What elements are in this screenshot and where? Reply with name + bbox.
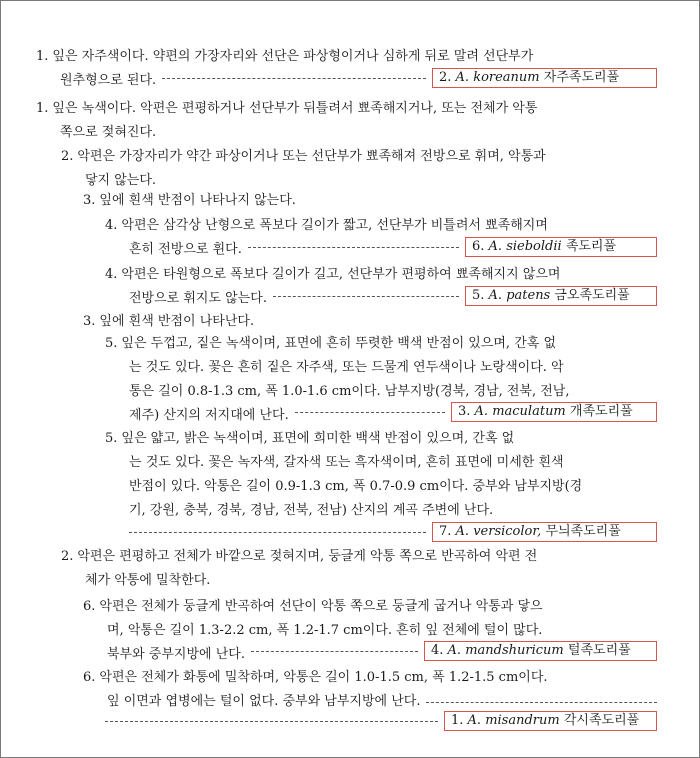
couplet-text: 체가 악통에 밀착한다. xyxy=(85,573,211,588)
species-number: 2. xyxy=(439,70,452,85)
couplet-text: 닿지 않는다. xyxy=(85,173,157,188)
couplet-text: 반점이 있다. 악통은 길이 0.9-1.3 cm, 폭 0.7-0.9 cm이다. 중부와 남부지방(경 xyxy=(129,479,583,494)
species-result-box xyxy=(465,286,657,306)
couplet-text: 원추형으로 된다. xyxy=(60,73,157,88)
key-continuation-line xyxy=(129,382,570,402)
key-couplet-line xyxy=(36,99,537,119)
scientific-name: A. sieboldii xyxy=(488,239,562,254)
species-result-box xyxy=(465,237,657,257)
key-couplet-line xyxy=(36,47,533,67)
key-couplet-line xyxy=(61,147,546,167)
couplet-text: 전방으로 휘지도 않는다. xyxy=(129,291,267,306)
couplet-text: 잎에 흰색 반점이 나타나지 않는다. xyxy=(99,193,296,208)
leader-dashes xyxy=(248,247,459,248)
korean-name: 무늬족도리풀 xyxy=(545,524,621,539)
korean-name: 금오족도리풀 xyxy=(554,288,630,303)
couplet-number: 1. xyxy=(36,101,49,116)
species-result-box xyxy=(444,711,657,731)
couplet-text: 잎은 얇고, 밝은 녹색이며, 표면에 희미한 백색 반점이 있으며, 간혹 없 xyxy=(121,431,515,446)
couplet-number: 3. xyxy=(83,314,96,329)
key-continuation-line xyxy=(129,358,564,378)
key-couplet-line xyxy=(105,429,514,449)
leader-dashes xyxy=(426,702,657,703)
couplet-number: 1. xyxy=(36,49,49,64)
key-couplet-line xyxy=(105,265,560,285)
couplet-text: 는 것도 있다. 꽃은 흔히 짙은 자주색, 또는 드물게 연두색이나 노랑색이다. 악 xyxy=(129,360,564,375)
couplet-number: 2. xyxy=(61,549,74,564)
couplet-number: 5. xyxy=(105,431,118,446)
korean-name: 족도리풀 xyxy=(565,239,617,254)
couplet-number: 6. xyxy=(83,599,96,614)
couplet-text: 기, 강원, 충북, 경북, 경남, 전북, 전남) 산지의 계곡 주변에 난다. xyxy=(129,503,494,518)
species-number: 7. xyxy=(439,524,452,539)
key-couplet-line xyxy=(105,334,556,354)
scientific-name: A. mandshuricum xyxy=(447,643,564,658)
scientific-name: A. misandrum xyxy=(467,713,560,728)
leader-dashes xyxy=(273,296,459,297)
key-continuation-line xyxy=(107,621,542,641)
couplet-text: 악편은 편평하고 전체가 바깥으로 젖혀지며, 둥글게 악통 쪽으로 반곡하여 악편 전 xyxy=(77,549,538,564)
leader-dashes xyxy=(162,78,426,79)
key-continuation-line xyxy=(129,501,493,521)
couplet-number: 4. xyxy=(105,218,118,233)
species-number: 4. xyxy=(431,643,444,658)
leader-dashes xyxy=(295,412,445,413)
couplet-text: 는 것도 있다. 꽃은 녹자색, 갈자색 또는 흑자색이며, 흔히 표면에 미세한 흰색 xyxy=(129,455,564,470)
key-continuation-line xyxy=(129,453,564,473)
species-result-box xyxy=(432,522,657,542)
korean-name: 털족도리풀 xyxy=(567,643,631,658)
key-couplet-line xyxy=(61,547,537,567)
couplet-text: 잎은 자주색이다. 약편의 가장자리와 선단은 파상형이거나 심하게 뒤로 말려 선단부가 xyxy=(52,49,534,64)
key-continuation-line xyxy=(85,171,156,191)
scientific-name: A. patens xyxy=(488,288,551,303)
korean-name: 자주족도리풀 xyxy=(543,70,620,85)
leader-dashes xyxy=(105,721,438,722)
key-couplet-line xyxy=(105,216,548,236)
scientific-name: A. maculatum xyxy=(474,404,566,419)
couplet-text: 통은 길이 0.8-1.3 cm, 폭 1.0-1.6 cm이다. 남부지방(경북, 경남, 전북, 전남, xyxy=(129,384,570,399)
korean-name: 각시족도리풀 xyxy=(563,713,640,728)
couplet-number: 2. xyxy=(61,149,74,164)
couplet-number: 3. xyxy=(83,193,96,208)
species-result-box xyxy=(451,402,657,422)
couplet-text: 악편은 타원형으로 폭보다 길이가 길고, 선단부가 편평하여 뾰족해지지 않으며 xyxy=(121,267,561,282)
key-continuation-line xyxy=(107,645,245,665)
leader-dashes xyxy=(129,532,426,533)
couplet-number: 4. xyxy=(105,267,118,282)
couplet-text: 악편은 가장자리가 약간 파상이거나 또는 선단부가 뾰족해져 전방으로 휘며, 악통과 xyxy=(77,149,546,164)
species-number: 3. xyxy=(458,404,471,419)
couplet-number: 6. xyxy=(83,670,96,685)
key-couplet-line xyxy=(83,191,296,211)
couplet-text: 북부와 중부지방에 난다. xyxy=(107,647,245,662)
couplet-text: 악편은 전체가 둥글게 반곡하여 선단이 악통 쪽으로 둥글게 굽거나 악통과 닿으 xyxy=(99,599,543,614)
key-continuation-line xyxy=(129,289,267,309)
species-number: 1. xyxy=(451,713,464,728)
couplet-text: 잎은 두껍고, 짙은 녹색이며, 표면에 흔히 뚜렷한 백색 반점이 있으며, 간혹 없 xyxy=(121,336,556,351)
key-continuation-line xyxy=(85,571,210,591)
species-result-box xyxy=(432,68,657,88)
couplet-text: 잎은 녹색이다. 악편은 편평하거나 선단부가 뒤틀려서 뾰족해지거나, 또는 전체가 악통 xyxy=(52,101,538,116)
scientific-name: A. koreanum xyxy=(455,70,540,85)
key-continuation-line xyxy=(107,692,420,712)
key-couplet-line xyxy=(83,597,543,617)
key-continuation-line xyxy=(129,240,242,260)
species-result-box xyxy=(424,641,657,661)
couplet-number: 5. xyxy=(105,336,118,351)
key-continuation-line xyxy=(129,477,582,497)
couplet-text: 악편은 삼각상 난형으로 폭보다 길이가 짧고, 선단부가 비틀려서 뾰족해지며 xyxy=(121,218,548,233)
korean-name: 개족도리풀 xyxy=(569,404,633,419)
key-continuation-line xyxy=(129,406,289,426)
key-continuation-line xyxy=(60,123,156,143)
leader-dashes xyxy=(251,651,418,652)
couplet-text: 악편은 전체가 화통에 밀착하며, 악통은 길이 1.0-1.5 cm, 폭 1.2-1.5 cm이다. xyxy=(99,670,548,685)
couplet-text: 잎에 흰색 반점이 나타난다. xyxy=(99,314,255,329)
couplet-text: 흔히 전방으로 휜다. xyxy=(129,242,242,257)
couplet-text: 며, 악통은 길이 1.3-2.2 cm, 폭 1.2-1.7 cm이다. 흔히 잎 전체에 털이 많다. xyxy=(107,623,543,638)
couplet-text: 잎 이면과 엽병에는 털이 없다. 중부와 남부지방에 난다. xyxy=(107,694,421,709)
key-couplet-line xyxy=(83,312,254,332)
species-number: 6. xyxy=(472,239,485,254)
couplet-text: 제주) 산지의 저지대에 난다. xyxy=(129,408,289,423)
key-continuation-line xyxy=(60,71,156,91)
species-number: 5. xyxy=(472,288,485,303)
couplet-text: 쪽으로 젖혀진다. xyxy=(60,125,157,140)
scientific-name: A. versicolor, xyxy=(455,524,542,539)
key-couplet-line xyxy=(83,668,548,688)
